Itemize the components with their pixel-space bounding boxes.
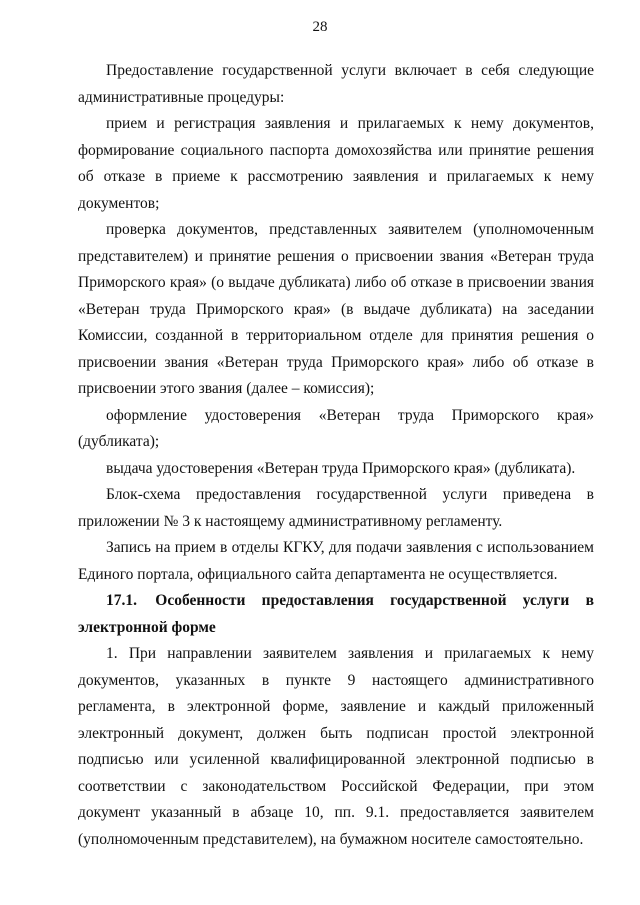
paragraph-document-check: проверка документов, представленных заявителем (уполномоченным представителем) и принятие решения о присвоении звания «Ветеран труда Приморского края» (о выдаче дубликата) либо об отказе в присвоении звания «Ветеран труда Приморского края» (в выдаче дубликата) на заседании Комиссии, созданной в территориальном отделе для принятия решения о присвоении звания «Ветеран труда Приморского края» либо об отказе в присвоении этого звания (далее – комиссия); <box>78 221 594 397</box>
paragraph-certificate-issue: выдача удостоверения «Ветеран труда Приморского края» (дубликата). <box>106 459 576 477</box>
section-title: Особенности предоставления государственной услуги в электронной форме <box>78 592 594 636</box>
paragraph-flowchart: Блок-схема предоставления государственной услуги приведена в приложении № 3 к настоящему административному регламенту. <box>78 486 594 530</box>
paragraph-certificate-preparation: оформление удостоверения «Ветеран труда Приморского края» (дубликата); <box>78 406 594 450</box>
paragraph-appointment: Запись на прием в отделы КГКУ, для подачи заявления с использованием Единого портала, официального сайта департамента не осуществляется. <box>78 539 594 583</box>
section-number: 17.1. <box>106 592 137 609</box>
paragraph-procedures-intro: Предоставление государственной услуги включает в себя следующие административные процедуры: <box>78 62 594 106</box>
page-number: 28 <box>312 19 328 35</box>
paragraph-electronic-submission: 1. При направлении заявителем заявления и прилагаемых к нему документов, указанных в пункте 9 настоящего административного регламента, в электронной форме, заявление и каждый приложенный электронный документ, должен быть подписан простой электронной подписью или усиленной квалифицированной электронной подписью в соответствии с законодательством Российской Федерации, при этом документ указанный в абзаце 10, пп. 9.1. предоставляется заявителем (уполномоченным представителем), на бумажном носителе самостоятельно. <box>78 645 594 848</box>
paragraph-reception-registration: прием и регистрация заявления и прилагаемых к нему документов, формирование социального паспорта домохозяйства или принятие решения об отказе в приеме к рассмотрению заявления и прилагаемых к нему документов; <box>78 115 594 212</box>
section-heading <box>78 588 594 641</box>
document-body <box>78 58 594 853</box>
